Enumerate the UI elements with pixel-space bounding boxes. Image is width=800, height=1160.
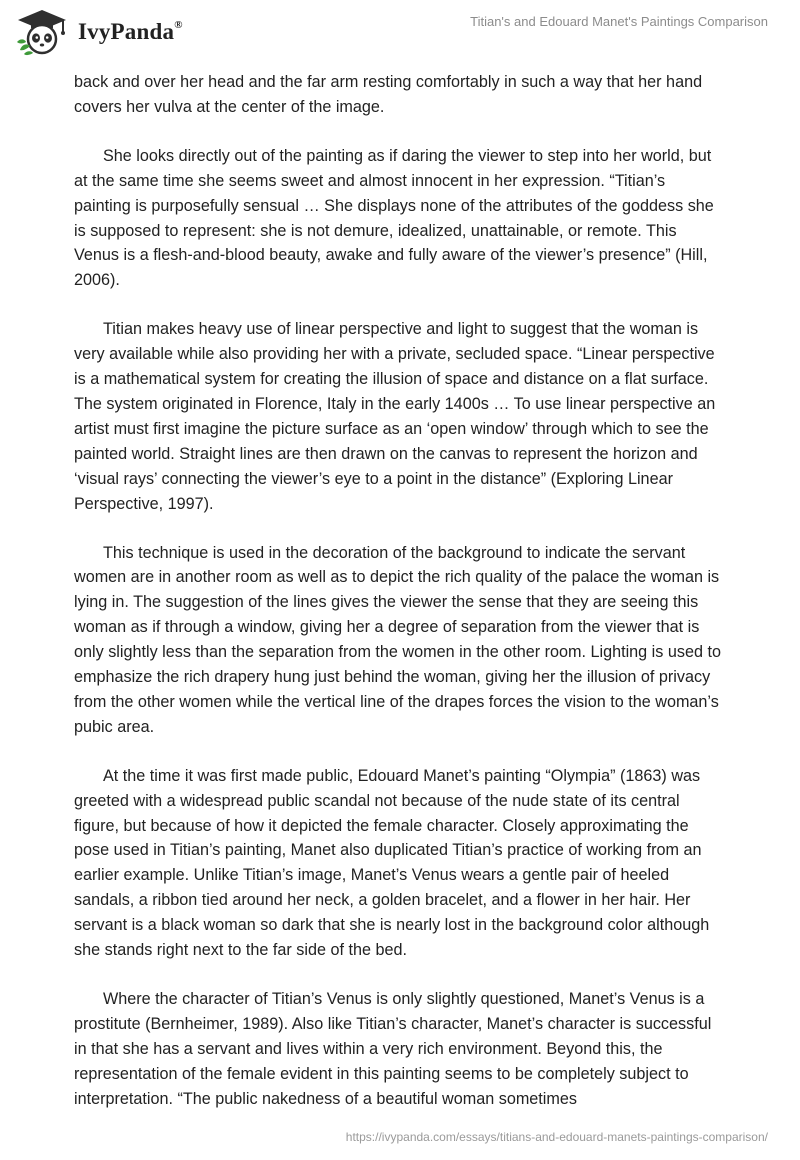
paragraph: At the time it was first made public, Edouard Manet’s painting “Olympia” (1863) was greeted with a widespread public scandal not because of the nude state of its central figure, but because of how it depicted the female character. Closely approximating the pose used in Titian’s painting, Manet also duplicated Titian’s practice of working from an earlier example. Unlike Titian’s image, Manet’s Venus wears a gentle pair of heeled sandals, a ribbon tied around her neck, a golden bracelet, and a flower in her hair. Her servant is a black woman so dark that she is nearly lost in the background color although she stands right next to the far side of the bed.	[74, 766, 710, 960]
document-title: Titian's and Edouard Manet's Paintings Comparison	[470, 14, 768, 29]
paragraph: Titian makes heavy use of linear perspective and light to suggest that the woman is very available while also providing her with a private, secluded space. “Linear perspective is a mathematical system for creating the illusion of space and distance on a flat surface. The system originated in Florence, Italy in the early 1400s … To use linear perspective an artist must first imagine the picture surface as an ‘open window’ through which to see the painted world. Straight lines are then drawn on the canvas to represent the horizon and ‘visual rays’ connecting the viewer’s eye to a point in the distance” (Exploring Linear Perspective, 1997).	[74, 320, 716, 513]
page-header	[0, 0, 800, 64]
essay-body	[74, 70, 726, 1136]
logo-wordmark: IvyPanda®	[78, 19, 183, 44]
paragraph: She looks directly out of the painting as if daring the viewer to step into her world, but at the same time she seems sweet and almost innocent in her expression. “Titian’s painting is purposefully sensual … She displays none of the attributes of the goddess she is supposed to represent: she is not demure, idealized, unattainable, or remote. This Venus is a flesh-and-blood beauty, awake and fully aware of the viewer’s presence” (Hill, 2006).	[74, 146, 714, 290]
source-url[interactable]: https://ivypanda.com/essays/titians-and-edouard-manets-paintings-comparison/	[345, 1130, 768, 1144]
panda-graduate-icon	[14, 8, 70, 56]
paragraph: This technique is used in the decoration of the background to indicate the servant women are in another room as well as to depict the rich quality of the palace the woman is lying in. The suggestion of the lines gives the viewer the sense that they are seeing this woman as if through a window, giving her a degree of separation from the viewer that is only slightly less than the separation from the women in the other room. Lighting is used to emphasize the rich drapery hung just behind the woman, giving her the illusion of privacy from the other women while the vertical line of the drapes forces the vision to the woman’s pubic area.	[74, 543, 721, 736]
ivypanda-logo[interactable]	[14, 8, 183, 56]
paragraph: Where the character of Titian’s Venus is only slightly questioned, Manet’s Venus is a prostitute (Bernheimer, 1989). Also like Titian’s character, Manet’s character is successful in that she has a servant and lives within a very rich environment. Beyond this, the representation of the female evident in this painting seems to be completely subject to interpretation. “The public nakedness of a beautiful woman sometimes	[74, 990, 712, 1108]
paragraph: back and over her head and the far arm resting comfortably in such a way that her hand covers her vulva at the center of the image.	[74, 73, 703, 116]
